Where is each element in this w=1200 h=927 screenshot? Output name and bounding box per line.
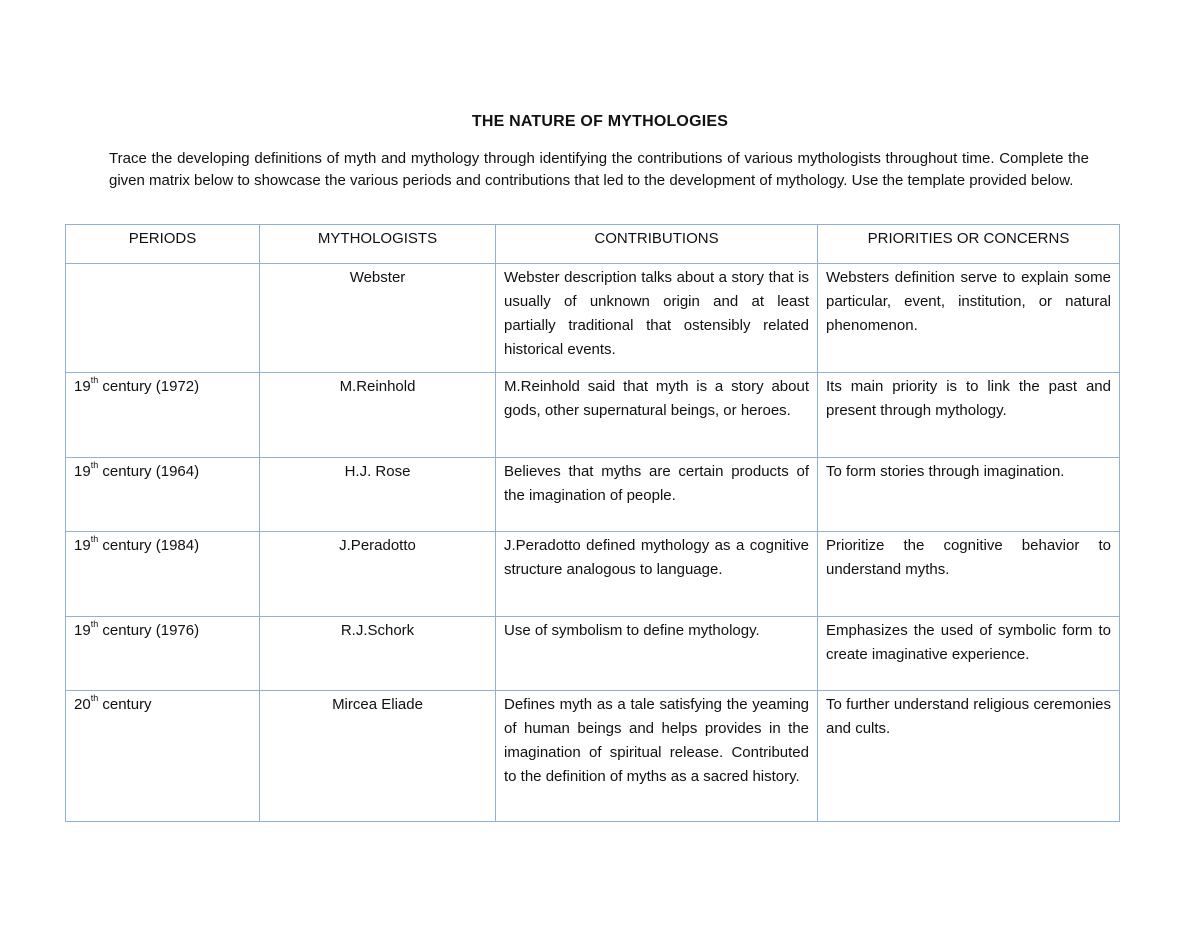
- header-mythologists: MYTHOLOGISTS: [260, 225, 496, 264]
- header-priorities: PRIORITIES OR CONCERNS: [818, 225, 1120, 264]
- table-row: [66, 264, 1120, 373]
- period-cell: 19th century (1972): [66, 373, 260, 458]
- mythologist-cell: Webster: [260, 264, 496, 373]
- table-row: [66, 458, 1120, 532]
- priority-cell: To form stories through imagination.: [818, 458, 1120, 532]
- period-cell: 19th century (1984): [66, 532, 260, 617]
- period-cell: [66, 264, 260, 373]
- mythologist-cell: R.J.Schork: [260, 617, 496, 691]
- header-periods: PERIODS: [66, 225, 260, 264]
- priority-cell: Emphasizes the used of symbolic form to create imaginative experience.: [818, 617, 1120, 691]
- priority-cell: Prioritize the cognitive behavior to understand myths.: [818, 532, 1120, 617]
- table-row: [66, 691, 1120, 822]
- contribution-cell: M.Reinhold said that myth is a story about gods, other supernatural beings, or heroes.: [496, 373, 818, 458]
- contribution-cell: Use of symbolism to define mythology.: [496, 617, 818, 691]
- table-row: [66, 617, 1120, 691]
- mythology-matrix-table: [65, 224, 1120, 822]
- period-cell: 19th century (1964): [66, 458, 260, 532]
- table-header-row: [66, 225, 1120, 264]
- contribution-cell: Webster description talks about a story that is usually of unknown origin and at least partially traditional that ostensibly related historical events.: [496, 264, 818, 373]
- intro-paragraph: Trace the developing definitions of myth and mythology through identifying the contributions of various mythologists throughout time. Complete the given matrix below to showcase the various periods and contributions that led to the development of mythology. Use the template provided below.: [109, 150, 1089, 189]
- priority-cell: Websters definition serve to explain some particular, event, institution, or natural phenomenon.: [818, 264, 1120, 373]
- contribution-cell: Believes that myths are certain products of the imagination of people.: [496, 458, 818, 532]
- page-title: THE NATURE OF MYTHOLOGIES: [471, 113, 729, 130]
- contribution-cell: J.Peradotto defined mythology as a cognitive structure analogous to language.: [496, 532, 818, 617]
- priority-cell: To further understand religious ceremonies and cults.: [818, 691, 1120, 822]
- priority-cell: Its main priority is to link the past and present through mythology.: [818, 373, 1120, 458]
- mythologist-cell: Mircea Eliade: [260, 691, 496, 822]
- mythologist-cell: J.Peradotto: [260, 532, 496, 617]
- period-cell: 19th century (1976): [66, 617, 260, 691]
- period-cell: 20th century: [66, 691, 260, 822]
- table-row: [66, 373, 1120, 458]
- mythologist-cell: H.J. Rose: [260, 458, 496, 532]
- header-contributions: CONTRIBUTIONS: [496, 225, 818, 264]
- table-row: [66, 532, 1120, 617]
- contribution-cell: Defines myth as a tale satisfying the yeaming of human beings and helps provides in the imagination of spiritual release. Contributed to the definition of myths as a sacred history.: [496, 691, 818, 822]
- mythologist-cell: M.Reinhold: [260, 373, 496, 458]
